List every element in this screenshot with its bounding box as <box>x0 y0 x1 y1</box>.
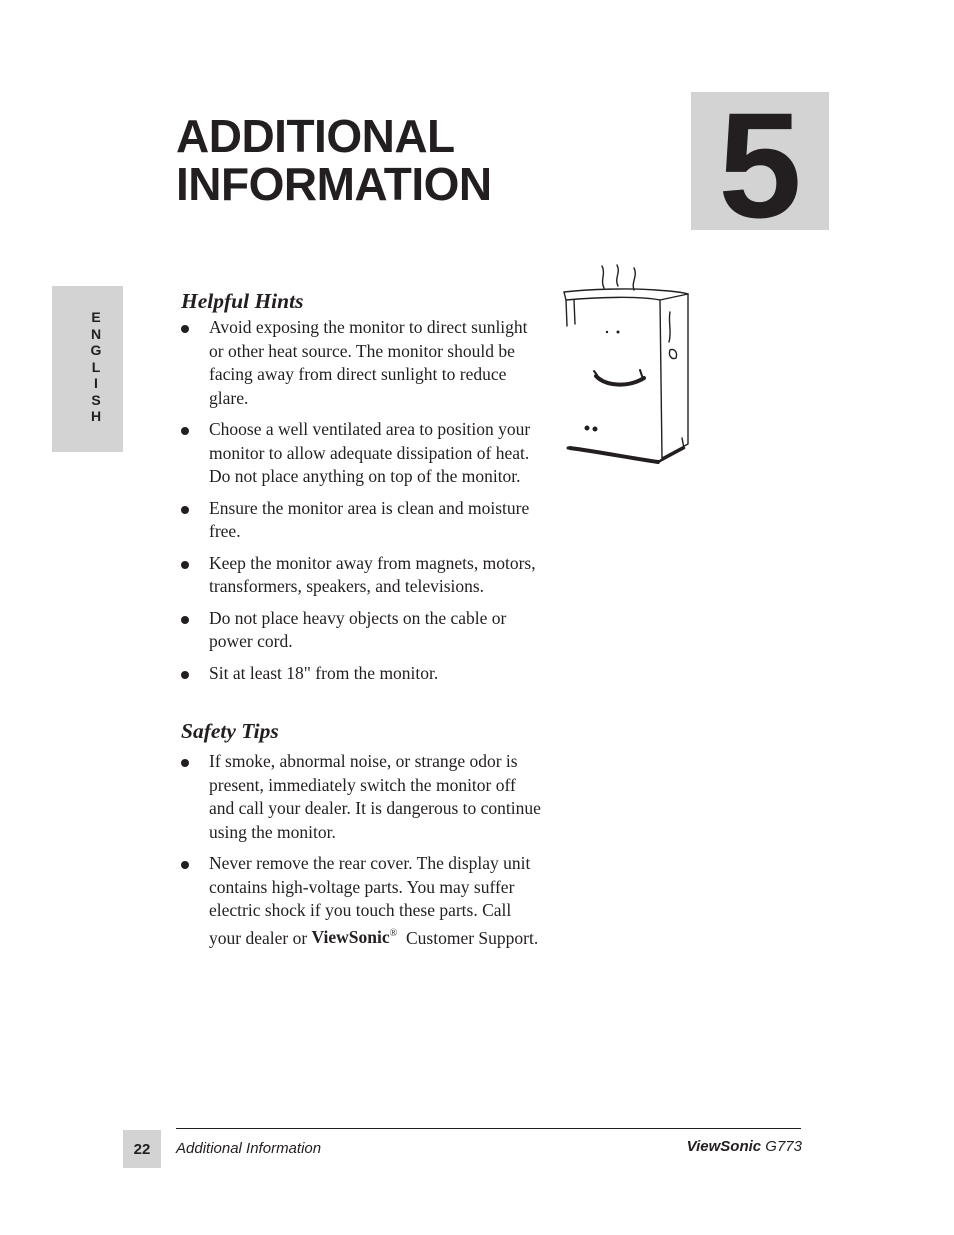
bullet-icon <box>181 561 189 569</box>
language-letter: I <box>94 375 98 391</box>
footer-section-title: Additional Information <box>176 1140 322 1157</box>
language-letter: N <box>90 325 102 342</box>
helpful-hints-list <box>181 316 541 685</box>
list-item <box>181 750 541 844</box>
bullet-icon <box>181 759 189 767</box>
brand-name <box>312 927 398 947</box>
bullet-icon <box>181 506 189 514</box>
bullet-icon <box>181 616 189 624</box>
language-tab <box>52 286 123 452</box>
language-letter: S <box>91 391 101 408</box>
chapter-title-line-1: ADDITIONAL <box>176 110 455 162</box>
support-text: Customer Support. <box>406 927 539 948</box>
helpful-hints-heading: Helpful Hints <box>181 289 304 313</box>
footer-brand-name: ViewSonic <box>686 1138 762 1155</box>
list-item-text: Never remove the rear cover. The display unit contains high-voltage parts. You may suffer electric shock if you touch these parts. Call your dealer or <box>209 853 531 948</box>
footer-brand <box>687 1138 802 1155</box>
bullet-icon <box>181 671 189 679</box>
list-item <box>181 852 541 950</box>
language-letter: H <box>90 408 102 424</box>
language-letter: G <box>90 342 102 358</box>
list-item-text: Do not place heavy objects on the cable or power cord. <box>209 607 507 651</box>
main-content <box>181 286 541 958</box>
safety-tips-heading: Safety Tips <box>181 719 279 743</box>
footer-model: G773 <box>765 1138 802 1155</box>
list-item-text: Keep the monitor away from magnets, motors, transformers, speakers, and televisions. <box>209 552 536 596</box>
registered-mark: ® <box>389 928 398 940</box>
list-item <box>181 316 541 410</box>
chapter-number-box <box>691 81 829 249</box>
list-item-text: Choose a well ventilated area to position your monitor to allow adequate dissipation of heat. Do not place anything on top of the monitor. <box>209 419 531 486</box>
list-item <box>181 662 541 686</box>
page-number-box <box>123 1130 161 1168</box>
page-number: 22 <box>133 1140 151 1158</box>
chapter-number: 5 <box>718 81 802 249</box>
list-item <box>181 497 541 544</box>
bullet-icon <box>181 861 189 869</box>
safety-tips-list <box>181 750 541 950</box>
list-item <box>181 607 541 654</box>
overheating-monitor-icon <box>560 262 695 472</box>
bullet-icon <box>181 325 189 333</box>
list-item <box>181 552 541 599</box>
chapter-title <box>176 112 492 208</box>
brand-text: ViewSonic <box>311 927 390 948</box>
language-letter: E <box>91 309 101 325</box>
list-item-text: Avoid exposing the monitor to direct sunlight or other heat source. The monitor should be facing away from direct sunlight to reduce glare. <box>209 317 528 408</box>
list-item <box>181 418 541 489</box>
bullet-icon <box>181 427 189 435</box>
language-letter: L <box>91 358 101 375</box>
list-item-text: Ensure the monitor area is clean and moisture free. <box>209 497 530 541</box>
footer-rule <box>176 1128 801 1129</box>
chapter-title-line-2: INFORMATION <box>176 158 492 210</box>
language-tab-letters <box>52 309 140 425</box>
list-item-text: Sit at least 18" from the monitor. <box>209 662 439 683</box>
list-item-text: If smoke, abnormal noise, or strange odor is present, immediately switch the monitor off and call your dealer. It is dangerous to continue using the monitor. <box>209 751 541 842</box>
